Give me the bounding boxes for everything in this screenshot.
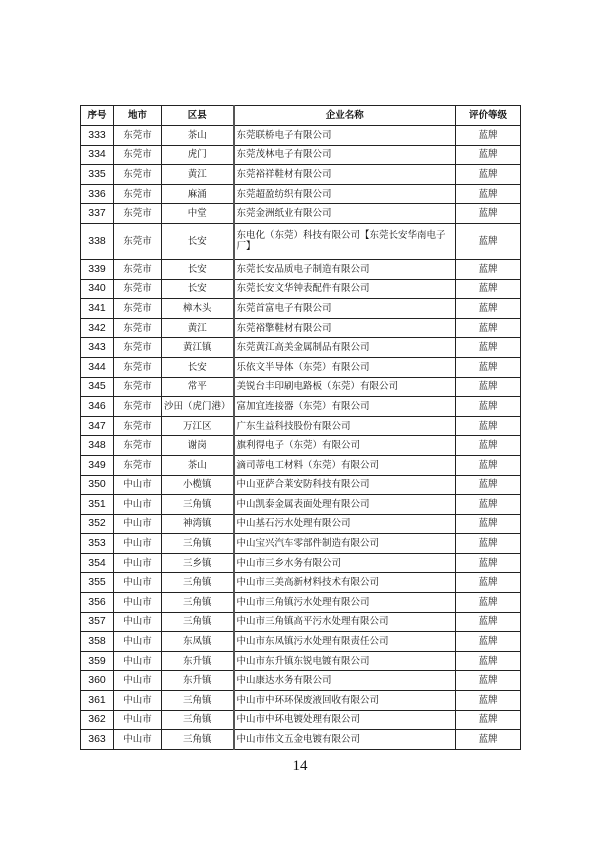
row-district: 万江区 (162, 416, 234, 436)
row-district: 茶山 (162, 126, 234, 146)
row-city: 中山市 (114, 730, 162, 750)
row-rating: 蓝牌 (456, 299, 521, 319)
row-district: 东升镇 (162, 671, 234, 691)
row-district: 三角镇 (162, 573, 234, 593)
row-company: 东莞茂林电子有限公司 (234, 145, 456, 165)
row-rating: 蓝牌 (456, 357, 521, 377)
row-city: 东莞市 (114, 259, 162, 279)
table-row (81, 259, 521, 279)
row-index: 350 (81, 475, 114, 495)
row-rating: 蓝牌 (456, 145, 521, 165)
row-rating: 蓝牌 (456, 377, 521, 397)
row-rating: 蓝牌 (456, 436, 521, 456)
row-company: 乐依文半导体（东莞）有限公司 (234, 357, 456, 377)
row-city: 中山市 (114, 553, 162, 573)
header-company: 企业名称 (234, 106, 456, 126)
table-row (81, 204, 521, 224)
row-index: 360 (81, 671, 114, 691)
row-index: 355 (81, 573, 114, 593)
row-rating: 蓝牌 (456, 730, 521, 750)
row-rating: 蓝牌 (456, 534, 521, 554)
row-district: 三角镇 (162, 593, 234, 613)
row-district: 麻涌 (162, 184, 234, 204)
row-company: 中山亚萨合莱安防科技有限公司 (234, 475, 456, 495)
row-city: 中山市 (114, 593, 162, 613)
row-rating: 蓝牌 (456, 397, 521, 417)
row-city: 东莞市 (114, 145, 162, 165)
row-company: 中山宝兴汽车零部件制造有限公司 (234, 534, 456, 554)
table-row (81, 223, 521, 259)
row-index: 333 (81, 126, 114, 146)
table-row (81, 553, 521, 573)
row-district: 东升镇 (162, 651, 234, 671)
row-index: 348 (81, 436, 114, 456)
row-rating: 蓝牌 (456, 632, 521, 652)
row-index: 341 (81, 299, 114, 319)
row-district: 常平 (162, 377, 234, 397)
table-row (81, 126, 521, 146)
row-district: 三角镇 (162, 612, 234, 632)
row-index: 343 (81, 338, 114, 358)
row-company: 旗利得电子（东莞）有限公司 (234, 436, 456, 456)
row-index: 353 (81, 534, 114, 554)
row-index: 346 (81, 397, 114, 417)
table-row (81, 730, 521, 750)
table-row (81, 671, 521, 691)
row-index: 358 (81, 632, 114, 652)
row-rating: 蓝牌 (456, 475, 521, 495)
row-company: 东莞金洲纸业有限公司 (234, 204, 456, 224)
row-index: 342 (81, 318, 114, 338)
row-city: 东莞市 (114, 338, 162, 358)
row-city: 东莞市 (114, 416, 162, 436)
row-company: 中山市三乡水务有限公司 (234, 553, 456, 573)
row-index: 356 (81, 593, 114, 613)
row-index: 335 (81, 165, 114, 185)
row-district: 黄江 (162, 318, 234, 338)
table-row (81, 651, 521, 671)
header-rating: 评价等级 (456, 106, 521, 126)
row-district: 谢岗 (162, 436, 234, 456)
row-district: 三乡镇 (162, 553, 234, 573)
row-index: 361 (81, 691, 114, 711)
row-company: 东莞裕祥鞋材有限公司 (234, 165, 456, 185)
row-index: 363 (81, 730, 114, 750)
row-company: 东莞长安文华钟表配件有限公司 (234, 279, 456, 299)
row-index: 347 (81, 416, 114, 436)
row-city: 东莞市 (114, 436, 162, 456)
row-rating: 蓝牌 (456, 416, 521, 436)
row-district: 樟木头 (162, 299, 234, 319)
row-rating: 蓝牌 (456, 514, 521, 534)
table-row (81, 145, 521, 165)
row-city: 东莞市 (114, 357, 162, 377)
row-city: 东莞市 (114, 184, 162, 204)
table-row (81, 357, 521, 377)
row-district: 长安 (162, 223, 234, 259)
row-index: 349 (81, 455, 114, 475)
row-index: 344 (81, 357, 114, 377)
row-district: 长安 (162, 357, 234, 377)
table-row (81, 338, 521, 358)
row-city: 东莞市 (114, 318, 162, 338)
row-district: 虎门 (162, 145, 234, 165)
row-city: 东莞市 (114, 455, 162, 475)
row-city: 东莞市 (114, 299, 162, 319)
row-company: 东电化（东莞）科技有限公司【东莞长安华南电子厂】 (234, 223, 456, 259)
row-index: 359 (81, 651, 114, 671)
table-row (81, 514, 521, 534)
row-index: 352 (81, 514, 114, 534)
row-city: 中山市 (114, 632, 162, 652)
row-rating: 蓝牌 (456, 553, 521, 573)
row-city: 东莞市 (114, 165, 162, 185)
row-company: 东莞黄江高美金属制品有限公司 (234, 338, 456, 358)
row-district: 长安 (162, 259, 234, 279)
row-city: 东莞市 (114, 279, 162, 299)
row-company: 中山市东凤镇污水处理有限责任公司 (234, 632, 456, 652)
table-row (81, 318, 521, 338)
row-index: 354 (81, 553, 114, 573)
row-rating: 蓝牌 (456, 495, 521, 515)
row-company: 中山市三角镇高平污水处理有限公司 (234, 612, 456, 632)
row-index: 362 (81, 710, 114, 730)
row-rating: 蓝牌 (456, 455, 521, 475)
row-rating: 蓝牌 (456, 710, 521, 730)
row-rating: 蓝牌 (456, 204, 521, 224)
row-city: 中山市 (114, 495, 162, 515)
row-district: 中堂 (162, 204, 234, 224)
row-district: 茶山 (162, 455, 234, 475)
row-rating: 蓝牌 (456, 184, 521, 204)
table-row (81, 710, 521, 730)
row-company: 东莞超盈纺织有限公司 (234, 184, 456, 204)
table-row (81, 416, 521, 436)
row-city: 中山市 (114, 475, 162, 495)
row-city: 东莞市 (114, 204, 162, 224)
row-district: 沙田（虎门港） (162, 397, 234, 417)
table-row (81, 436, 521, 456)
row-rating: 蓝牌 (456, 651, 521, 671)
row-index: 357 (81, 612, 114, 632)
row-city: 中山市 (114, 651, 162, 671)
row-company: 滴司蒂电工材料（东莞）有限公司 (234, 455, 456, 475)
row-index: 336 (81, 184, 114, 204)
row-city: 东莞市 (114, 397, 162, 417)
row-company: 美锐台丰印刷电路板（东莞）有限公司 (234, 377, 456, 397)
row-index: 345 (81, 377, 114, 397)
row-district: 三角镇 (162, 730, 234, 750)
page-number: 14 (292, 758, 308, 774)
row-district: 长安 (162, 279, 234, 299)
row-district: 三角镇 (162, 710, 234, 730)
row-city: 中山市 (114, 534, 162, 554)
row-rating: 蓝牌 (456, 279, 521, 299)
row-district: 东凤镇 (162, 632, 234, 652)
table-row (81, 475, 521, 495)
row-company: 中山基石污水处理有限公司 (234, 514, 456, 534)
row-company: 中山市中环电镀处理有限公司 (234, 710, 456, 730)
row-company: 中山凯泰金属表面处理有限公司 (234, 495, 456, 515)
table-row (81, 573, 521, 593)
row-index: 340 (81, 279, 114, 299)
table-header-row (81, 106, 521, 126)
row-company: 富加宜连接器（东莞）有限公司 (234, 397, 456, 417)
row-city: 中山市 (114, 612, 162, 632)
row-city: 中山市 (114, 573, 162, 593)
row-rating: 蓝牌 (456, 691, 521, 711)
row-district: 黄江镇 (162, 338, 234, 358)
row-rating: 蓝牌 (456, 593, 521, 613)
row-rating: 蓝牌 (456, 126, 521, 146)
row-city: 东莞市 (114, 126, 162, 146)
table-row (81, 377, 521, 397)
table-row (81, 612, 521, 632)
row-index: 339 (81, 259, 114, 279)
row-city: 中山市 (114, 710, 162, 730)
table-row (81, 397, 521, 417)
row-district: 神湾镇 (162, 514, 234, 534)
row-company: 中山市三角镇污水处理有限公司 (234, 593, 456, 613)
row-rating: 蓝牌 (456, 165, 521, 185)
row-index: 338 (81, 223, 114, 259)
row-rating: 蓝牌 (456, 338, 521, 358)
row-company: 东莞首富电子有限公司 (234, 299, 456, 319)
row-rating: 蓝牌 (456, 671, 521, 691)
table-row (81, 279, 521, 299)
row-rating: 蓝牌 (456, 259, 521, 279)
table-row (81, 165, 521, 185)
table-row (81, 299, 521, 319)
header-index: 序号 (81, 106, 114, 126)
row-index: 351 (81, 495, 114, 515)
row-company: 中山市三美高新材料技术有限公司 (234, 573, 456, 593)
table-row (81, 184, 521, 204)
row-city: 中山市 (114, 514, 162, 534)
row-company: 东莞裕擎鞋材有限公司 (234, 318, 456, 338)
row-rating: 蓝牌 (456, 223, 521, 259)
row-company: 中山康达水务有限公司 (234, 671, 456, 691)
row-company: 中山市中环环保废液回收有限公司 (234, 691, 456, 711)
row-rating: 蓝牌 (456, 612, 521, 632)
row-rating: 蓝牌 (456, 318, 521, 338)
row-city: 中山市 (114, 691, 162, 711)
row-index: 334 (81, 145, 114, 165)
table-row (81, 495, 521, 515)
row-district: 三角镇 (162, 534, 234, 554)
row-district: 黄江 (162, 165, 234, 185)
table-row (81, 632, 521, 652)
row-index: 337 (81, 204, 114, 224)
header-city: 地市 (114, 106, 162, 126)
row-company: 广东生益科技股份有限公司 (234, 416, 456, 436)
row-rating: 蓝牌 (456, 573, 521, 593)
table-row (81, 534, 521, 554)
table-row (81, 455, 521, 475)
row-district: 小榄镇 (162, 475, 234, 495)
row-company: 中山市东升镇东锐电镀有限公司 (234, 651, 456, 671)
row-city: 东莞市 (114, 377, 162, 397)
row-company: 东莞长安品质电子制造有限公司 (234, 259, 456, 279)
row-city: 东莞市 (114, 223, 162, 259)
table-row (81, 593, 521, 613)
row-district: 三角镇 (162, 691, 234, 711)
row-company: 中山市伟文五金电镀有限公司 (234, 730, 456, 750)
row-company: 东莞联桥电子有限公司 (234, 126, 456, 146)
enterprise-rating-table (80, 105, 521, 750)
table-row (81, 691, 521, 711)
row-city: 中山市 (114, 671, 162, 691)
row-district: 三角镇 (162, 495, 234, 515)
header-district: 区县 (162, 106, 234, 126)
